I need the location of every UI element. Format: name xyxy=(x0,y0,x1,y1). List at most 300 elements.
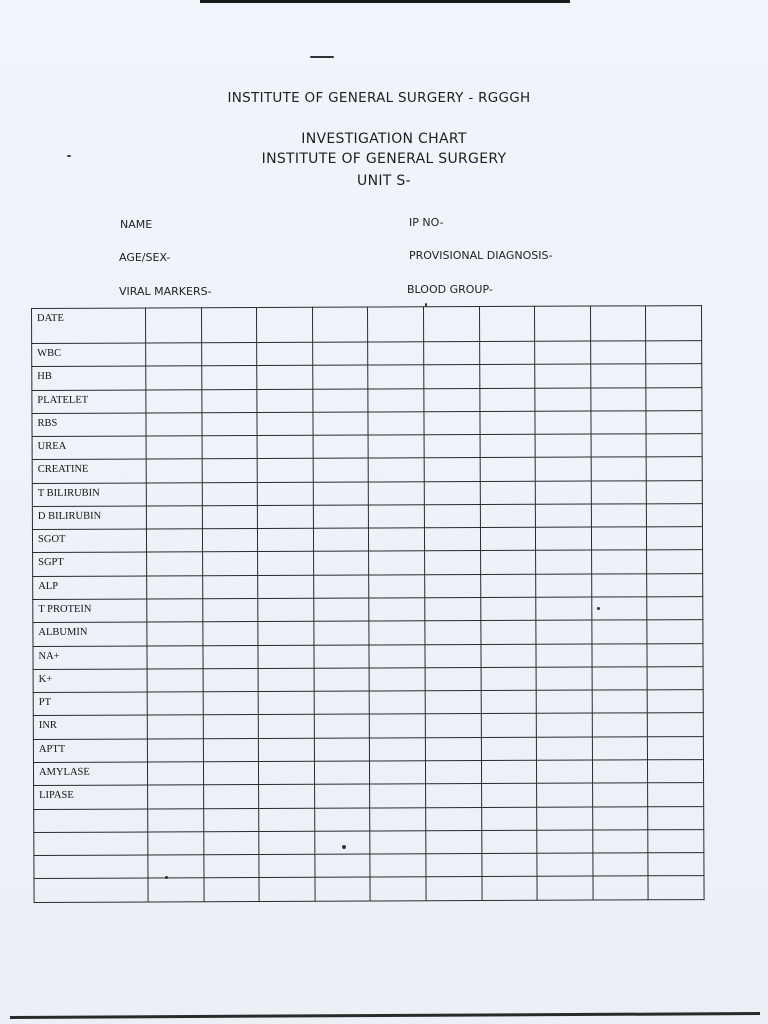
entry-cell[interactable] xyxy=(203,808,259,832)
entry-cell[interactable] xyxy=(147,645,203,669)
entry-cell[interactable] xyxy=(259,878,315,902)
entry-cell[interactable] xyxy=(258,668,314,692)
entry-cell[interactable] xyxy=(424,365,480,389)
entry-cell[interactable] xyxy=(257,435,313,459)
chart-title: INVESTIGATION CHART xyxy=(301,131,467,147)
entry-cell[interactable] xyxy=(147,622,203,646)
entry-cell[interactable] xyxy=(259,854,315,878)
entry-cell[interactable] xyxy=(368,307,424,342)
entry-cell[interactable] xyxy=(369,668,425,692)
entry-cell[interactable] xyxy=(370,784,426,808)
row-label: AMYLASE xyxy=(33,762,147,786)
entry-cell[interactable] xyxy=(537,830,593,854)
entry-cell[interactable] xyxy=(147,599,203,623)
entry-cell[interactable] xyxy=(480,574,536,598)
entry-cell[interactable] xyxy=(203,715,259,739)
entry-cell[interactable] xyxy=(592,760,648,784)
table-row xyxy=(33,760,703,786)
table-row xyxy=(33,573,703,599)
entry-cell[interactable] xyxy=(535,457,591,481)
entry-cell[interactable] xyxy=(314,761,370,785)
entry-cell[interactable] xyxy=(481,784,537,808)
entry-cell[interactable] xyxy=(480,504,536,528)
entry-cell[interactable] xyxy=(424,504,480,528)
entry-cell[interactable] xyxy=(648,806,704,830)
row-label xyxy=(34,878,148,902)
entry-cell[interactable] xyxy=(370,854,426,878)
entry-cell[interactable] xyxy=(591,387,647,411)
entry-cell[interactable] xyxy=(259,785,315,809)
table-row xyxy=(33,690,703,716)
entry-cell[interactable] xyxy=(425,691,481,715)
entry-cell[interactable] xyxy=(370,714,426,738)
entry-cell[interactable] xyxy=(369,505,425,529)
table-row xyxy=(32,387,702,413)
entry-cell[interactable] xyxy=(536,620,592,644)
row-label xyxy=(34,855,148,879)
entry-cell[interactable] xyxy=(536,551,592,575)
entry-cell[interactable] xyxy=(258,575,314,599)
viral-markers-field-label: VIRAL MARKERS- xyxy=(119,285,212,298)
entry-cell[interactable] xyxy=(592,597,648,621)
entry-cell[interactable] xyxy=(146,459,202,483)
table-row xyxy=(33,736,703,762)
entry-cell[interactable] xyxy=(147,692,203,716)
entry-cell[interactable] xyxy=(202,552,258,576)
entry-cell[interactable] xyxy=(648,760,704,784)
entry-cell[interactable] xyxy=(648,876,704,900)
entry-cell[interactable] xyxy=(369,575,425,599)
entry-cell[interactable] xyxy=(647,597,703,621)
entry-cell[interactable] xyxy=(535,364,591,388)
entry-cell[interactable] xyxy=(479,306,535,341)
entry-cell[interactable] xyxy=(425,551,481,575)
entry-cell[interactable] xyxy=(592,783,648,807)
entry-cell[interactable] xyxy=(480,551,536,575)
entry-cell[interactable] xyxy=(647,457,703,481)
entry-cell[interactable] xyxy=(368,388,424,412)
entry-cell[interactable] xyxy=(591,550,647,574)
entry-cell[interactable] xyxy=(202,599,258,623)
entry-cell[interactable] xyxy=(648,690,704,714)
entry-cell[interactable] xyxy=(315,854,371,878)
entry-cell[interactable] xyxy=(259,738,315,762)
entry-cell[interactable] xyxy=(313,412,369,436)
entry-cell[interactable] xyxy=(423,307,479,342)
investigation-table xyxy=(31,305,705,903)
entry-cell[interactable] xyxy=(369,598,425,622)
entry-cell[interactable] xyxy=(313,458,369,482)
entry-cell[interactable] xyxy=(257,482,313,506)
entry-cell[interactable] xyxy=(481,807,537,831)
entry-cell[interactable] xyxy=(370,831,426,855)
entry-cell[interactable] xyxy=(648,783,704,807)
entry-cell[interactable] xyxy=(314,738,370,762)
entry-cell[interactable] xyxy=(368,435,424,459)
entry-cell[interactable] xyxy=(314,808,370,832)
entry-cell[interactable] xyxy=(313,435,369,459)
entry-cell[interactable] xyxy=(592,737,648,761)
table-row xyxy=(32,434,702,460)
unit-label: UNIT S- xyxy=(357,173,411,189)
entry-cell[interactable] xyxy=(203,645,259,669)
entry-cell[interactable] xyxy=(481,760,537,784)
entry-cell[interactable] xyxy=(591,527,647,551)
row-label: K+ xyxy=(33,669,147,693)
entry-cell[interactable] xyxy=(369,528,425,552)
entry-cell[interactable] xyxy=(481,690,537,714)
entry-cell[interactable] xyxy=(146,413,202,437)
row-label: LIPASE xyxy=(34,785,148,809)
table-row xyxy=(34,876,704,903)
entry-cell[interactable] xyxy=(258,645,314,669)
entry-cell[interactable] xyxy=(257,459,313,483)
entry-cell[interactable] xyxy=(537,737,593,761)
entry-cell[interactable] xyxy=(259,761,315,785)
entry-cell[interactable] xyxy=(257,389,313,413)
entry-cell[interactable] xyxy=(647,550,703,574)
entry-cell[interactable] xyxy=(369,621,425,645)
entry-cell[interactable] xyxy=(535,306,591,341)
entry-cell[interactable] xyxy=(146,343,202,367)
entry-cell[interactable] xyxy=(648,829,704,853)
entry-cell[interactable] xyxy=(313,389,369,413)
entry-cell[interactable] xyxy=(536,574,592,598)
entry-cell[interactable] xyxy=(536,690,592,714)
entry-cell[interactable] xyxy=(591,504,647,528)
institute-name: INSTITUTE OF GENERAL SURGERY xyxy=(261,151,507,167)
scan-top-edge xyxy=(200,0,570,3)
entry-cell[interactable] xyxy=(368,365,424,389)
entry-cell[interactable] xyxy=(314,645,370,669)
entry-cell[interactable] xyxy=(203,738,259,762)
entry-cell[interactable] xyxy=(313,482,369,506)
entry-cell[interactable] xyxy=(592,713,648,737)
row-label: WBC xyxy=(32,343,146,367)
entry-cell[interactable] xyxy=(480,458,536,482)
entry-cell[interactable] xyxy=(480,597,536,621)
entry-cell[interactable] xyxy=(314,714,370,738)
entry-cell[interactable] xyxy=(535,411,591,435)
entry-cell[interactable] xyxy=(646,434,702,458)
entry-cell[interactable] xyxy=(201,342,257,366)
entry-cell[interactable] xyxy=(312,307,368,342)
entry-cell[interactable] xyxy=(203,668,259,692)
entry-cell[interactable] xyxy=(202,459,258,483)
entry-cell[interactable] xyxy=(480,527,536,551)
entry-cell[interactable] xyxy=(201,389,257,413)
entry-cell[interactable] xyxy=(591,411,647,435)
table-row xyxy=(34,853,704,879)
entry-cell[interactable] xyxy=(368,412,424,436)
entry-cell[interactable] xyxy=(146,506,202,530)
entry-cell[interactable] xyxy=(257,307,313,342)
entry-cell[interactable] xyxy=(592,620,648,644)
entry-cell[interactable] xyxy=(591,457,647,481)
entry-cell[interactable] xyxy=(147,576,203,600)
entry-cell[interactable] xyxy=(258,691,314,715)
institute-line: INSTITUTE OF GENERAL SURGERY - RGGGH xyxy=(227,90,531,106)
entry-cell[interactable] xyxy=(591,480,647,504)
entry-cell[interactable] xyxy=(479,388,535,412)
table-row xyxy=(33,620,703,646)
entry-cell[interactable] xyxy=(537,807,593,831)
row-label: PT xyxy=(33,692,147,716)
entry-cell[interactable] xyxy=(146,389,202,413)
entry-cell[interactable] xyxy=(424,458,480,482)
entry-cell[interactable] xyxy=(426,877,482,901)
entry-cell[interactable] xyxy=(425,667,481,691)
entry-cell[interactable] xyxy=(148,808,204,832)
entry-cell[interactable] xyxy=(258,715,314,739)
entry-cell[interactable] xyxy=(647,666,703,690)
entry-cell[interactable] xyxy=(201,308,257,343)
entry-cell[interactable] xyxy=(425,598,481,622)
date-row xyxy=(32,306,702,344)
entry-cell[interactable] xyxy=(536,644,592,668)
entry-cell[interactable] xyxy=(314,691,370,715)
entry-cell[interactable] xyxy=(479,365,535,389)
blood-group-field-label: BLOOD GROUP- xyxy=(407,283,493,296)
row-label: UREA xyxy=(32,436,146,460)
entry-cell[interactable] xyxy=(590,341,646,365)
entry-cell[interactable] xyxy=(314,621,370,645)
entry-cell[interactable] xyxy=(202,482,258,506)
entry-cell[interactable] xyxy=(481,830,537,854)
table-row xyxy=(32,457,702,483)
entry-cell[interactable] xyxy=(425,574,481,598)
entry-cell[interactable] xyxy=(148,878,204,902)
entry-cell[interactable] xyxy=(537,853,593,877)
entry-cell[interactable] xyxy=(592,643,648,667)
entry-cell[interactable] xyxy=(202,412,258,436)
entry-cell[interactable] xyxy=(203,692,259,716)
entry-cell[interactable] xyxy=(646,410,702,434)
row-label: D BILIRUBIN xyxy=(32,506,146,530)
entry-cell[interactable] xyxy=(648,736,704,760)
entry-cell[interactable] xyxy=(201,366,257,390)
entry-cell[interactable] xyxy=(647,643,703,667)
entry-cell[interactable] xyxy=(535,341,591,365)
entry-cell[interactable] xyxy=(258,505,314,529)
entry-cell[interactable] xyxy=(313,505,369,529)
entry-cell[interactable] xyxy=(146,308,202,343)
entry-cell[interactable] xyxy=(314,784,370,808)
entry-cell[interactable] xyxy=(369,481,425,505)
entry-cell[interactable] xyxy=(202,575,258,599)
entry-cell[interactable] xyxy=(593,853,649,877)
entry-cell[interactable] xyxy=(591,434,647,458)
row-label: INR xyxy=(33,715,147,739)
entry-cell[interactable] xyxy=(202,529,258,553)
entry-cell[interactable] xyxy=(648,853,704,877)
entry-cell[interactable] xyxy=(258,598,314,622)
entry-cell[interactable] xyxy=(593,830,649,854)
row-label: CREATINE xyxy=(32,459,146,483)
entry-cell[interactable] xyxy=(537,760,593,784)
entry-cell[interactable] xyxy=(593,876,649,900)
entry-cell[interactable] xyxy=(146,366,202,390)
entry-cell[interactable] xyxy=(481,853,537,877)
entry-cell[interactable] xyxy=(591,364,647,388)
entry-cell[interactable] xyxy=(147,738,203,762)
row-label: T BILIRUBIN xyxy=(32,483,146,507)
row-label: HB xyxy=(32,366,146,390)
entry-cell[interactable] xyxy=(480,411,536,435)
entry-cell[interactable] xyxy=(537,783,593,807)
entry-cell[interactable] xyxy=(424,435,480,459)
table-row xyxy=(33,550,703,576)
entry-cell[interactable] xyxy=(313,528,369,552)
row-label: ALP xyxy=(33,576,147,600)
entry-cell[interactable] xyxy=(257,412,313,436)
table-row xyxy=(33,597,703,623)
entry-cell[interactable] xyxy=(259,808,315,832)
row-label: SGPT xyxy=(33,552,147,576)
entry-cell[interactable] xyxy=(479,341,535,365)
entry-cell[interactable] xyxy=(424,341,480,365)
entry-cell[interactable] xyxy=(536,597,592,621)
entry-cell[interactable] xyxy=(424,388,480,412)
entry-cell[interactable] xyxy=(370,761,426,785)
entry-cell[interactable] xyxy=(312,342,368,366)
entry-cell[interactable] xyxy=(426,784,482,808)
entry-cell[interactable] xyxy=(424,481,480,505)
entry-cell[interactable] xyxy=(370,738,426,762)
entry-cell[interactable] xyxy=(146,529,202,553)
entry-cell[interactable] xyxy=(424,528,480,552)
row-label: PLATELET xyxy=(32,389,146,413)
entry-cell[interactable] xyxy=(259,831,315,855)
entry-cell[interactable] xyxy=(481,737,537,761)
entry-cell[interactable] xyxy=(370,807,426,831)
entry-cell[interactable] xyxy=(591,574,647,598)
entry-cell[interactable] xyxy=(203,785,259,809)
entry-cell[interactable] xyxy=(147,552,203,576)
table-row xyxy=(32,364,702,390)
entry-cell[interactable] xyxy=(258,528,314,552)
row-label: RBS xyxy=(32,413,146,437)
entry-cell[interactable] xyxy=(258,622,314,646)
entry-cell[interactable] xyxy=(203,855,259,879)
provisional-diagnosis-field-label: PROVISIONAL DIAGNOSIS- xyxy=(409,249,553,262)
entry-cell[interactable] xyxy=(646,364,702,388)
entry-cell[interactable] xyxy=(536,504,592,528)
entry-cell[interactable] xyxy=(425,737,481,761)
entry-cell[interactable] xyxy=(313,575,369,599)
entry-cell[interactable] xyxy=(537,876,593,900)
entry-cell[interactable] xyxy=(592,667,648,691)
row-label: APTT xyxy=(33,739,147,763)
entry-cell[interactable] xyxy=(369,551,425,575)
entry-cell[interactable] xyxy=(536,667,592,691)
entry-cell[interactable] xyxy=(315,831,371,855)
entry-cell[interactable] xyxy=(481,644,537,668)
entry-cell[interactable] xyxy=(426,854,482,878)
entry-cell[interactable] xyxy=(646,341,702,365)
entry-cell[interactable] xyxy=(590,306,646,341)
entry-cell[interactable] xyxy=(146,482,202,506)
entry-cell[interactable] xyxy=(647,503,703,527)
row-label: SGOT xyxy=(32,529,146,553)
entry-cell[interactable] xyxy=(425,714,481,738)
entry-cell[interactable] xyxy=(480,434,536,458)
entry-cell[interactable] xyxy=(204,878,260,902)
entry-cell[interactable] xyxy=(314,668,370,692)
entry-cell[interactable] xyxy=(313,551,369,575)
entry-cell[interactable] xyxy=(202,436,258,460)
entry-cell[interactable] xyxy=(369,644,425,668)
entry-cell[interactable] xyxy=(647,480,703,504)
entry-cell[interactable] xyxy=(368,342,424,366)
entry-cell[interactable] xyxy=(647,620,703,644)
entry-cell[interactable] xyxy=(535,481,591,505)
entry-cell[interactable] xyxy=(148,832,204,856)
table-row xyxy=(34,783,704,809)
entry-cell[interactable] xyxy=(592,690,648,714)
entry-cell[interactable] xyxy=(648,713,704,737)
entry-cell[interactable] xyxy=(536,527,592,551)
table-row xyxy=(34,829,704,855)
entry-cell[interactable] xyxy=(257,342,313,366)
row-label: ALBUMIN xyxy=(33,622,147,646)
entry-cell[interactable] xyxy=(313,365,369,389)
entry-cell[interactable] xyxy=(148,785,204,809)
entry-cell[interactable] xyxy=(646,387,702,411)
entry-cell[interactable] xyxy=(425,761,481,785)
table-row xyxy=(33,713,703,739)
entry-cell[interactable] xyxy=(370,877,426,901)
entry-cell[interactable] xyxy=(425,644,481,668)
row-label: T PROTEIN xyxy=(33,599,147,623)
entry-cell[interactable] xyxy=(369,458,425,482)
entry-cell[interactable] xyxy=(370,691,426,715)
entry-cell[interactable] xyxy=(203,831,259,855)
entry-cell[interactable] xyxy=(535,434,591,458)
entry-cell[interactable] xyxy=(425,621,481,645)
entry-cell[interactable] xyxy=(147,762,203,786)
entry-cell[interactable] xyxy=(202,505,258,529)
entry-cell[interactable] xyxy=(314,598,370,622)
entry-cell[interactable] xyxy=(315,877,371,901)
entry-cell[interactable] xyxy=(647,573,703,597)
entry-cell[interactable] xyxy=(480,621,536,645)
entry-cell[interactable] xyxy=(424,411,480,435)
entry-cell[interactable] xyxy=(535,388,591,412)
entry-cell[interactable] xyxy=(146,436,202,460)
scan-mark xyxy=(310,56,334,58)
entry-cell[interactable] xyxy=(147,715,203,739)
entry-cell[interactable] xyxy=(426,807,482,831)
row-label xyxy=(34,809,148,833)
entry-cell[interactable] xyxy=(258,552,314,576)
entry-cell[interactable] xyxy=(481,667,537,691)
table-row xyxy=(33,643,703,669)
entry-cell[interactable] xyxy=(592,806,648,830)
entry-cell[interactable] xyxy=(257,365,313,389)
entry-cell[interactable] xyxy=(202,622,258,646)
entry-cell[interactable] xyxy=(480,481,536,505)
entry-cell[interactable] xyxy=(647,527,703,551)
entry-cell[interactable] xyxy=(147,669,203,693)
entry-cell[interactable] xyxy=(482,877,538,901)
entry-cell[interactable] xyxy=(203,762,259,786)
entry-cell[interactable] xyxy=(148,855,204,879)
entry-cell[interactable] xyxy=(536,713,592,737)
entry-cell[interactable] xyxy=(646,306,702,341)
entry-cell[interactable] xyxy=(426,830,482,854)
entry-cell[interactable] xyxy=(481,714,537,738)
